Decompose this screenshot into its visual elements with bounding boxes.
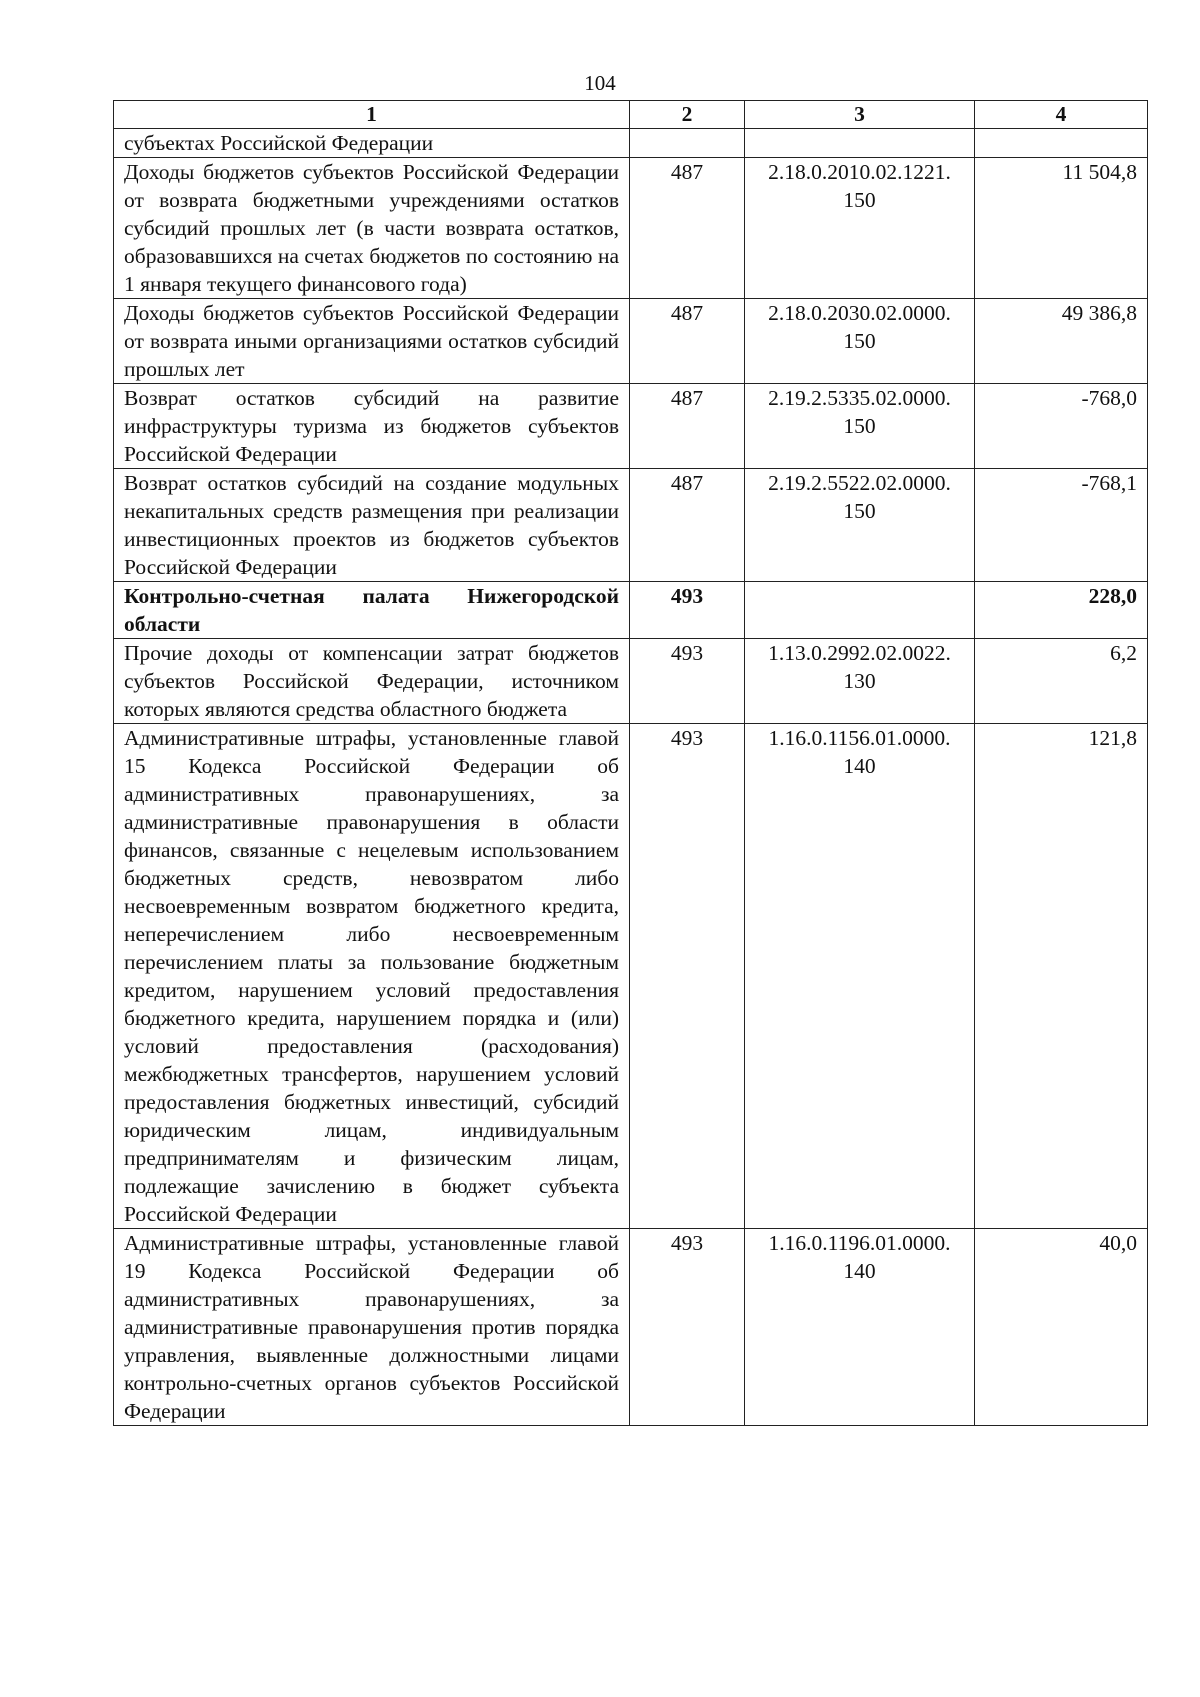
- header-col-3: 3: [745, 101, 975, 129]
- budget-classification-code: 1.13.0.2992.02.0022. 130: [745, 639, 975, 724]
- budget-classification-code: 2.19.2.5335.02.0000. 150: [745, 384, 975, 469]
- section-name: Контрольно-счетная палата Нижегородской области: [114, 582, 630, 639]
- revenue-name: Доходы бюджетов субъектов Российской Федерации от возврата иными организациями остатков субсидий прошлых лет: [114, 299, 630, 384]
- table-row: [114, 158, 1148, 299]
- amount: -768,0: [975, 384, 1148, 469]
- amount: -768,1: [975, 469, 1148, 582]
- admin-code: 487: [630, 158, 745, 299]
- admin-code: [630, 129, 745, 158]
- admin-code: 487: [630, 469, 745, 582]
- revenue-name: Административные штрафы, установленные главой 15 Кодекса Российской Федерации об административных правонарушениях, за административные правонарушения в области финансов, связанные с нецелевым использованием бюджетных средств, невозвратом либо несвоевременным возвратом бюджетного кредита, неперечислением либо несвоевременным перечислением платы за пользование бюджетным кредитом, нарушением условий предоставления бюджетного кредита, нарушением порядка и (или) условий предоставления (расходования) межбюджетных трансфертов, нарушением условий предоставления бюджетных инвестиций, субсидий юридическим лицам, индивидуальным предпринимателям и физическим лицам, подлежащие зачислению в бюджет субъекта Российской Федерации: [114, 724, 630, 1229]
- table-row-section: [114, 582, 1148, 639]
- amount: 40,0: [975, 1229, 1148, 1426]
- admin-code: 493: [630, 582, 745, 639]
- revenue-name: Административные штрафы, установленные главой 19 Кодекса Российской Федерации об административных правонарушениях, за административные правонарушения против порядка управления, выявленные должностными лицами контрольно-счетных органов субъектов Российской Федерации: [114, 1229, 630, 1426]
- amount: 11 504,8: [975, 158, 1148, 299]
- admin-code: 493: [630, 724, 745, 1229]
- budget-classification-code: 1.16.0.1156.01.0000. 140: [745, 724, 975, 1229]
- budget-classification-code: 2.19.2.5522.02.0000. 150: [745, 469, 975, 582]
- table-row: [114, 639, 1148, 724]
- budget-revenue-table: [113, 100, 1148, 1426]
- admin-code: 493: [630, 1229, 745, 1426]
- page-number: 104: [584, 71, 616, 95]
- table-row: [114, 1229, 1148, 1426]
- revenue-name: Возврат остатков субсидий на развитие инфраструктуры туризма из бюджетов субъектов Российской Федерации: [114, 384, 630, 469]
- amount: 49 386,8: [975, 299, 1148, 384]
- table-row: [114, 129, 1148, 158]
- budget-classification-code: 2.18.0.2030.02.0000. 150: [745, 299, 975, 384]
- budget-classification-code: 1.16.0.1196.01.0000. 140: [745, 1229, 975, 1426]
- header-col-4: 4: [975, 101, 1148, 129]
- table-header-row: [114, 101, 1148, 129]
- revenue-name: субъектах Российской Федерации: [114, 129, 630, 158]
- admin-code: 487: [630, 384, 745, 469]
- amount: 121,8: [975, 724, 1148, 1229]
- table-row: [114, 469, 1148, 582]
- section-total: 228,0: [975, 582, 1148, 639]
- amount: [975, 129, 1148, 158]
- budget-classification-code: 2.18.0.2010.02.1221. 150: [745, 158, 975, 299]
- header-col-1: 1: [114, 101, 630, 129]
- admin-code: 493: [630, 639, 745, 724]
- table-row: [114, 724, 1148, 1229]
- budget-classification-code: [745, 129, 975, 158]
- table-row: [114, 384, 1148, 469]
- header-col-2: 2: [630, 101, 745, 129]
- revenue-name: Возврат остатков субсидий на создание модульных некапитальных средств размещения при реализации инвестиционных проектов из бюджетов субъектов Российской Федерации: [114, 469, 630, 582]
- amount: 6,2: [975, 639, 1148, 724]
- revenue-name: Доходы бюджетов субъектов Российской Федерации от возврата бюджетными учреждениями остатков субсидий прошлых лет (в части возврата остатков, образовавшихся на счетах бюджетов по состоянию на 1 января текущего финансового года): [114, 158, 630, 299]
- admin-code: 487: [630, 299, 745, 384]
- revenue-name: Прочие доходы от компенсации затрат бюджетов субъектов Российской Федерации, источником которых являются средства областного бюджета: [114, 639, 630, 724]
- budget-classification-code: [745, 582, 975, 639]
- table-row: [114, 299, 1148, 384]
